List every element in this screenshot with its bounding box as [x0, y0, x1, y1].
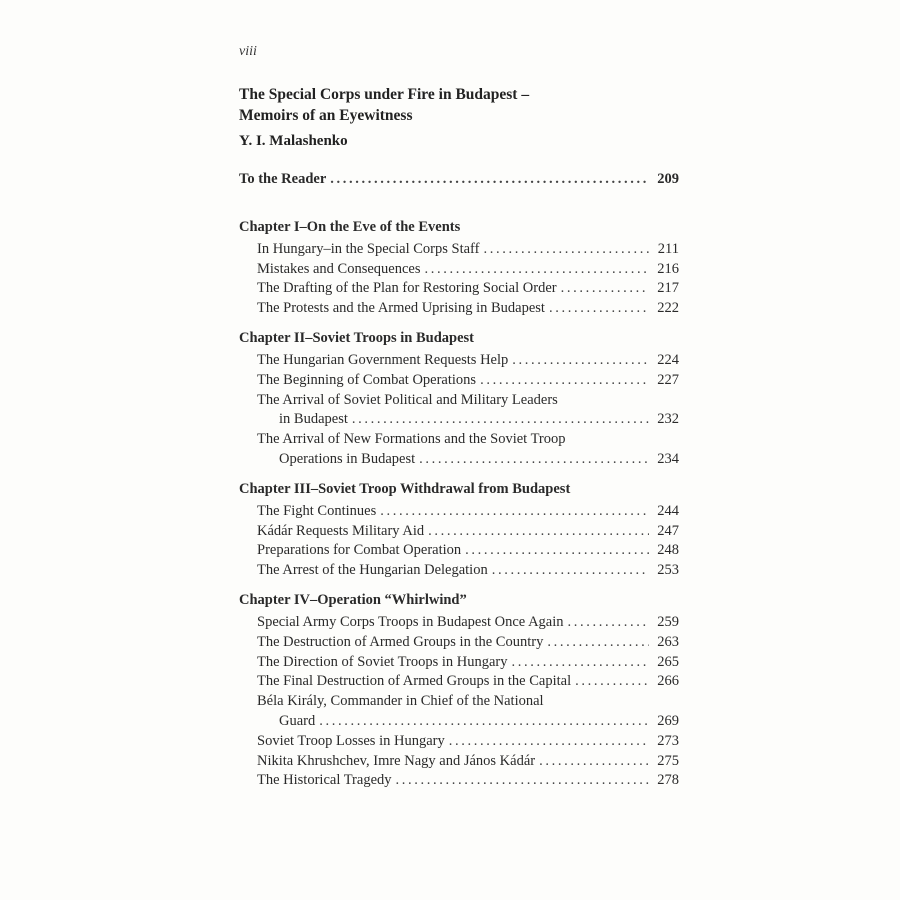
toc-page-number: 234 — [657, 450, 679, 467]
toc-entry[interactable] — [239, 502, 679, 522]
toc-entry-title: Kádár Requests Military Aid — [257, 522, 425, 539]
toc-entry[interactable] — [239, 410, 679, 430]
chapter-heading[interactable]: Chapter IV–Operation “Whirlwind” — [239, 591, 467, 608]
toc-entry-title: To the Reader — [239, 171, 327, 187]
dot-leader — [480, 371, 649, 391]
toc-entry[interactable] — [239, 371, 679, 391]
toc-entry[interactable] — [239, 672, 679, 692]
dot-leader — [539, 752, 649, 772]
toc-entry[interactable] — [239, 752, 679, 772]
toc-entry-title: The Historical Tragedy — [257, 772, 392, 789]
chapter-heading[interactable]: Chapter III–Soviet Troop Withdrawal from Budapest — [239, 480, 571, 497]
toc-page-number: 269 — [657, 712, 679, 729]
section-title-line-2: Memoirs of an Eyewitness — [239, 107, 413, 124]
dot-leader — [568, 613, 649, 633]
toc-entry[interactable] — [239, 541, 679, 561]
toc-entry-title: Preparations for Combat Operation — [257, 542, 462, 559]
toc-entry-title: Soviet Troop Losses in Hungary — [257, 732, 445, 749]
toc-entry[interactable] — [239, 522, 679, 542]
toc-page-number: 259 — [657, 613, 679, 630]
toc-entry-title: Guard — [279, 712, 316, 729]
toc-page-number: 222 — [657, 300, 679, 317]
toc-entry[interactable] — [239, 240, 679, 260]
toc-entry-title: The Beginning of Combat Operations — [257, 371, 477, 388]
author-name: Y. I. Malashenko — [239, 133, 348, 149]
toc-entry[interactable] — [239, 279, 679, 299]
toc-entry-title: in Budapest — [279, 411, 348, 428]
toc-entry-title: The Arrest of the Hungarian Delegation — [257, 562, 488, 579]
chapter-heading[interactable]: Chapter I–On the Eve of the Events — [239, 218, 461, 235]
section-title — [239, 84, 679, 126]
toc-page-number: 278 — [657, 772, 679, 789]
toc-entry[interactable] — [239, 613, 679, 633]
toc-entry-to-the-reader[interactable] — [239, 170, 679, 190]
dot-leader — [425, 260, 650, 280]
toc-page-number: 247 — [657, 522, 679, 539]
toc-entry[interactable] — [239, 260, 679, 280]
toc-entry-title: In Hungary–in the Special Corps Staff — [257, 240, 480, 257]
toc-page-number: 211 — [657, 240, 679, 257]
toc-page-number: 224 — [657, 351, 679, 368]
toc-entry[interactable] — [239, 351, 679, 371]
toc-entry[interactable] — [239, 732, 679, 752]
dot-leader — [512, 653, 649, 673]
dot-leader — [352, 410, 649, 430]
toc-entry-title: Mistakes and Consequences — [257, 260, 421, 277]
toc-entry[interactable] — [239, 653, 679, 673]
toc-page-number: 273 — [657, 732, 679, 749]
dot-leader — [512, 351, 649, 371]
table-of-contents — [239, 170, 679, 791]
toc-entry[interactable] — [239, 299, 679, 319]
toc-entry[interactable] — [239, 561, 679, 581]
toc-page-number: 275 — [657, 752, 679, 769]
toc-page-number: 217 — [657, 280, 679, 297]
dot-leader — [483, 240, 649, 260]
dot-leader — [396, 771, 649, 791]
dot-leader — [492, 561, 649, 581]
toc-entry-first-line[interactable]: The Arrival of New Formations and the Soviet Troop — [257, 431, 566, 448]
toc-entry-title: The Direction of Soviet Troops in Hungary — [257, 653, 508, 670]
dot-leader — [319, 712, 649, 732]
toc-entry-title: The Drafting of the Plan for Restoring Social Order — [257, 280, 557, 297]
toc-entry[interactable] — [239, 450, 679, 470]
toc-entry-first-line[interactable]: Béla Király, Commander in Chief of the National — [257, 693, 544, 710]
toc-page-number: 244 — [657, 502, 679, 519]
dot-leader — [549, 299, 649, 319]
dot-leader — [330, 170, 649, 190]
toc-entry-title: The Hungarian Government Requests Help — [257, 351, 509, 368]
toc-page-number: 263 — [657, 633, 679, 650]
toc-page-number: 248 — [657, 542, 679, 559]
toc-entry-title: The Fight Continues — [257, 502, 377, 519]
dot-leader — [547, 633, 649, 653]
dot-leader — [561, 279, 649, 299]
toc-entry-title: Operations in Budapest — [279, 450, 416, 467]
dot-leader — [465, 541, 649, 561]
toc-entry-title: The Protests and the Armed Uprising in Budapest — [257, 300, 545, 317]
toc-page-number: 209 — [657, 171, 679, 187]
section-title-line-1: The Special Corps under Fire in Budapest – — [239, 86, 530, 103]
toc-entry-title: Special Army Corps Troops in Budapest Once Again — [257, 613, 564, 630]
toc-entry-title: Nikita Khrushchev, Imre Nagy and János Kádár — [257, 752, 536, 769]
dot-leader — [449, 732, 649, 752]
toc-entry-title: The Final Destruction of Armed Groups in the Capital — [257, 673, 572, 690]
dot-leader — [428, 522, 649, 542]
toc-entry[interactable] — [239, 771, 679, 791]
toc-page-number: 232 — [657, 411, 679, 428]
toc-entry[interactable] — [239, 633, 679, 653]
page-folio: viii — [239, 44, 257, 59]
toc-entry-title: The Destruction of Armed Groups in the Country — [257, 633, 544, 650]
toc-entry[interactable] — [239, 712, 679, 732]
dot-leader — [380, 502, 649, 522]
chapter-heading[interactable]: Chapter II–Soviet Troops in Budapest — [239, 329, 475, 346]
toc-page-number: 266 — [657, 673, 679, 690]
toc-entry-first-line[interactable]: The Arrival of Soviet Political and Military Leaders — [257, 391, 558, 408]
toc-page-number: 253 — [657, 562, 679, 579]
dot-leader — [419, 450, 649, 470]
toc-page-number: 265 — [657, 653, 679, 670]
dot-leader — [575, 672, 649, 692]
toc-page-number: 216 — [657, 260, 679, 277]
toc-page-number: 227 — [657, 371, 679, 388]
